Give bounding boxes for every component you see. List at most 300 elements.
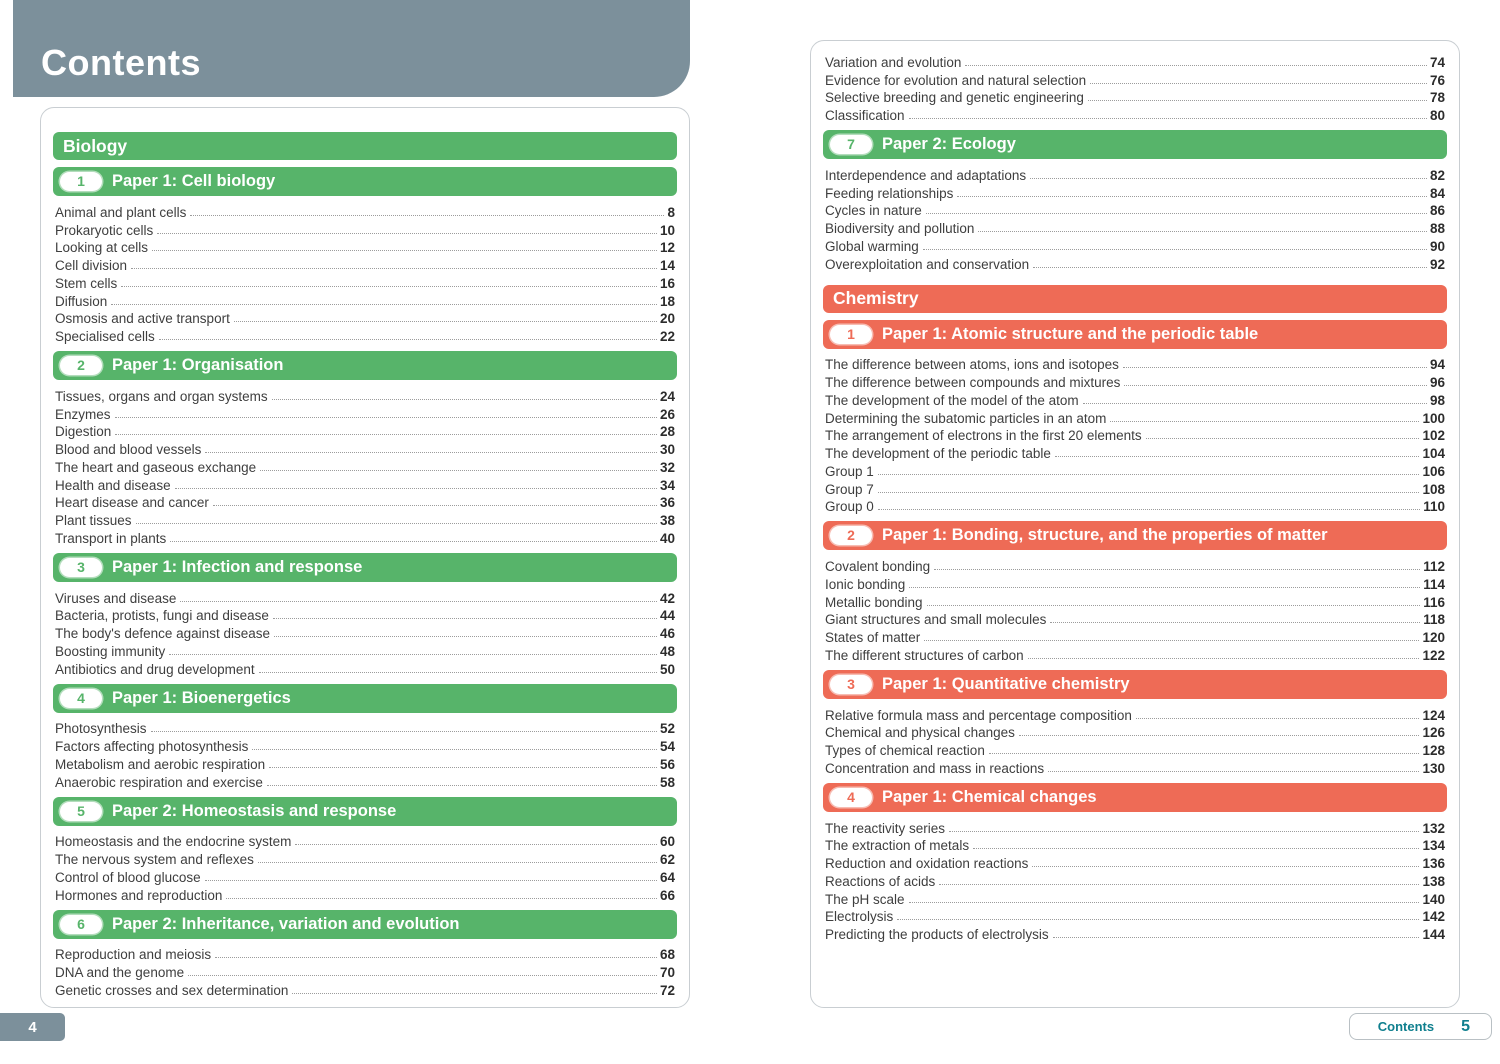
dot-leader <box>115 417 657 418</box>
toc-entry-title: The different structures of carbon <box>825 647 1024 663</box>
toc-entry <box>53 510 677 528</box>
toc-entry-page-number: 98 <box>1429 392 1445 408</box>
toc-entry-title: Types of chemical reaction <box>825 743 985 758</box>
paper-banner <box>53 351 677 380</box>
dot-leader <box>273 618 657 619</box>
right-page-body <box>811 41 1459 1007</box>
dot-leader <box>213 505 657 506</box>
toc-entry <box>823 836 1447 854</box>
toc-entry-title: Determining the subatomic particles in an atom <box>825 410 1107 426</box>
toc-entry-title: Osmosis and active transport <box>55 311 230 327</box>
toc-entry-title: DNA and the genome <box>55 965 185 980</box>
toc-entry-title: Variation and evolution <box>825 54 962 70</box>
toc-entry <box>53 386 677 404</box>
toc-entry-page-number: 52 <box>659 721 675 737</box>
toc-entry-page-number: 138 <box>1422 873 1445 889</box>
dot-leader <box>1048 771 1419 772</box>
paper-number-badge: 6 <box>60 915 102 934</box>
toc-entry-title: Interdependence and adaptations <box>825 167 1027 183</box>
toc-entry-page-number: 132 <box>1422 820 1445 836</box>
toc-entry <box>823 52 1447 70</box>
dot-leader <box>258 862 657 863</box>
toc-entry-page-number: 50 <box>659 661 675 677</box>
toc-entry-title: Animal and plant cells <box>55 204 187 220</box>
toc-entry <box>823 758 1447 776</box>
toc-entry-title: Genetic crosses and sex determination <box>55 982 289 998</box>
toc-entry-title: Boosting immunity <box>55 643 166 659</box>
toc-entry-page-number: 32 <box>659 459 675 475</box>
toc-entry-title: Evidence for evolution and natural selection <box>825 72 1087 88</box>
toc-entry <box>823 871 1447 889</box>
toc-entry-page-number: 114 <box>1423 576 1445 592</box>
toc-entry-title: Factors affecting photosynthesis <box>55 739 249 754</box>
paper-banner <box>53 553 677 582</box>
toc-entry-title: The difference between compounds and mixtures <box>825 375 1121 390</box>
toc-entry <box>53 945 677 963</box>
paper-banner-label: Paper 1: Infection and response <box>112 557 363 576</box>
toc-entry-title: The difference between atoms, ions and isotopes <box>825 357 1119 373</box>
dot-leader <box>267 785 657 786</box>
dot-leader <box>1019 735 1420 736</box>
dot-leader <box>136 523 657 524</box>
toc-entry-title: The development of the periodic table <box>825 446 1051 461</box>
toc-entry <box>53 754 677 772</box>
toc-entry-title: Overexploitation and conservation <box>825 256 1030 272</box>
toc-entry-page-number: 72 <box>659 982 675 998</box>
dot-leader <box>1083 403 1427 404</box>
dot-leader <box>234 321 657 322</box>
toc-entry-page-number: 12 <box>659 240 675 256</box>
dot-leader <box>151 731 657 732</box>
dot-leader <box>159 339 657 340</box>
dot-leader <box>1028 658 1420 659</box>
dot-leader <box>878 492 1420 493</box>
paper-banner <box>53 167 677 196</box>
toc-entry-page-number: 118 <box>1423 612 1445 628</box>
paper-banner <box>53 684 677 713</box>
toc-entry-page-number: 92 <box>1429 256 1445 272</box>
right-page-number-tab <box>1349 1013 1492 1040</box>
toc-entry <box>53 588 677 606</box>
toc-entry-title: Concentration and mass in reactions <box>825 760 1045 776</box>
dot-leader <box>260 470 657 471</box>
toc-entry <box>823 390 1447 408</box>
toc-entry <box>53 719 677 737</box>
toc-entry <box>823 218 1447 236</box>
toc-entry-title: Relative formula mass and percentage composition <box>825 707 1132 723</box>
toc-entry <box>53 255 677 273</box>
toc-entry-title: Metallic bonding <box>825 594 923 610</box>
dot-leader <box>205 452 657 453</box>
contents-header <box>13 0 690 97</box>
toc-entry <box>53 309 677 327</box>
toc-entry-page-number: 64 <box>659 869 675 885</box>
toc-entry-title: The nervous system and reflexes <box>55 852 254 867</box>
dot-leader <box>878 509 1420 510</box>
dot-leader <box>169 654 657 655</box>
toc-entry-page-number: 74 <box>1429 54 1445 70</box>
toc-entry-page-number: 126 <box>1422 725 1445 741</box>
toc-entry-page-number: 18 <box>659 293 675 309</box>
toc-entry <box>823 723 1447 741</box>
toc-entry-page-number: 136 <box>1422 856 1445 871</box>
toc-entry-title: Reproduction and meiosis <box>55 947 212 963</box>
paper-number-badge: 2 <box>60 356 102 375</box>
toc-entry <box>53 220 677 238</box>
toc-entry-page-number: 140 <box>1422 891 1445 907</box>
toc-entry <box>53 238 677 256</box>
toc-entry-title: Classification <box>825 108 905 123</box>
toc-entry-page-number: 102 <box>1422 428 1445 444</box>
toc-entry-page-number: 104 <box>1422 446 1445 461</box>
toc-entry-title: The arrangement of electrons in the first 20 elements <box>825 428 1142 444</box>
left-page-number: 4 <box>28 1018 37 1036</box>
dot-leader <box>188 975 657 976</box>
paper-banner-label: Paper 1: Quantitative chemistry <box>882 674 1130 693</box>
toc-entry-page-number: 40 <box>659 530 675 546</box>
dot-leader <box>269 767 657 768</box>
toc-entry <box>823 254 1447 272</box>
toc-entry-title: Homeostasis and the endocrine system <box>55 834 292 850</box>
toc-entry-title: Chemical and physical changes <box>825 725 1015 741</box>
toc-entry <box>53 772 677 790</box>
toc-entry-title: Selective breeding and genetic engineering <box>825 90 1084 106</box>
dot-leader <box>215 957 657 958</box>
toc-entry-page-number: 10 <box>659 222 675 238</box>
toc-entry-title: Group 1 <box>825 463 874 479</box>
toc-entry-page-number: 120 <box>1422 630 1445 645</box>
dot-leader <box>1032 866 1419 867</box>
paper-banner-label: Paper 1: Cell biology <box>112 172 276 190</box>
dot-leader <box>909 587 1420 588</box>
toc-entry <box>53 273 677 291</box>
dot-leader <box>259 672 657 673</box>
toc-entry-page-number: 78 <box>1429 90 1445 106</box>
toc-entry <box>53 885 677 903</box>
dot-leader <box>949 831 1419 832</box>
dot-leader <box>1055 456 1420 457</box>
dot-leader <box>111 304 657 305</box>
toc-entry-page-number: 142 <box>1422 909 1445 925</box>
toc-entry-title: Blood and blood vessels <box>55 442 202 457</box>
toc-entry <box>53 736 677 754</box>
toc-entry-title: Viruses and disease <box>55 590 177 606</box>
toc-entry <box>823 461 1447 479</box>
toc-entry-page-number: 14 <box>659 258 675 273</box>
toc-entry-page-number: 60 <box>659 834 675 850</box>
toc-entry-page-number: 20 <box>659 311 675 327</box>
dot-leader <box>1110 421 1419 422</box>
toc-entry <box>823 236 1447 254</box>
toc-entry-page-number: 124 <box>1422 707 1445 723</box>
paper-banner-label: Paper 2: Ecology <box>882 135 1016 153</box>
toc-entry-title: The heart and gaseous exchange <box>55 459 257 475</box>
toc-entry-page-number: 26 <box>659 406 675 422</box>
toc-entry-title: Stem cells <box>55 275 118 291</box>
toc-entry-title: The extraction of metals <box>825 838 970 854</box>
dot-leader <box>190 215 664 216</box>
toc-entry-title: Hormones and reproduction <box>55 887 223 903</box>
subject-banner-biology <box>53 132 677 160</box>
toc-entry <box>823 70 1447 88</box>
toc-entry-title: The pH scale <box>825 891 905 907</box>
toc-entry-page-number: 54 <box>659 739 675 754</box>
toc-entry-title: Global warming <box>825 238 919 254</box>
toc-entry-title: The development of the model of the atom <box>825 392 1079 408</box>
toc-entry-title: Enzymes <box>55 406 111 422</box>
toc-entry-page-number: 90 <box>1429 238 1445 254</box>
toc-entry-title: Tissues, organs and organ systems <box>55 388 268 404</box>
dot-leader <box>965 65 1427 66</box>
toc-entry <box>53 659 677 677</box>
paper-banner <box>823 670 1447 699</box>
subject-banner-chemistry <box>823 285 1447 313</box>
toc-entry <box>823 889 1447 907</box>
toc-entry-title: Reactions of acids <box>825 873 936 889</box>
toc-entry <box>53 326 677 344</box>
toc-entry-page-number: 66 <box>659 887 675 903</box>
dot-leader <box>973 848 1419 849</box>
toc-entry-page-number: 122 <box>1422 647 1445 663</box>
toc-entry-page-number: 144 <box>1422 927 1445 942</box>
paper-banner-label: Paper 1: Atomic structure and the periodic table <box>882 324 1259 343</box>
toc-entry <box>53 528 677 546</box>
right-page-number: 5 <box>1461 1017 1470 1035</box>
toc-entry-page-number: 70 <box>659 965 675 980</box>
paper-number-badge: 4 <box>830 788 872 807</box>
paper-banner <box>823 783 1447 812</box>
toc-entry-title: The reactivity series <box>825 820 946 836</box>
toc-entry <box>823 479 1447 497</box>
paper-banner <box>823 320 1447 349</box>
toc-entry-title: The body's defence against disease <box>55 626 270 641</box>
toc-entry-title: Anaerobic respiration and exercise <box>55 774 263 790</box>
toc-entry <box>53 962 677 980</box>
toc-entry-page-number: 56 <box>659 756 675 772</box>
subject-banner-label: Chemistry <box>833 288 919 308</box>
paper-banner-label: Paper 2: Homeostasis and response <box>112 801 397 820</box>
toc-entry <box>823 740 1447 758</box>
toc-entry-page-number: 112 <box>1423 559 1445 574</box>
toc-entry-page-number: 58 <box>659 774 675 790</box>
toc-entry-title: Looking at cells <box>55 240 149 256</box>
paper-banner-label: Paper 2: Inheritance, variation and evolution <box>112 914 460 933</box>
toc-entry-page-number: 106 <box>1422 463 1445 479</box>
dot-leader <box>1033 267 1427 268</box>
paper-banner-label: Paper 1: Organisation <box>112 356 284 374</box>
dot-leader <box>978 231 1427 232</box>
paper-banner <box>53 910 677 939</box>
dot-leader <box>157 233 657 234</box>
paper-number-badge: 1 <box>60 172 102 191</box>
toc-entry-page-number: 82 <box>1429 167 1445 183</box>
toc-entry-page-number: 34 <box>659 477 675 493</box>
toc-entry-title: Group 0 <box>825 499 874 515</box>
dot-leader <box>252 749 657 750</box>
toc-entry-page-number: 76 <box>1429 72 1445 88</box>
toc-entry <box>53 849 677 867</box>
toc-entry <box>823 497 1447 515</box>
toc-entry <box>823 556 1447 574</box>
toc-entry-title: Group 7 <box>825 481 874 497</box>
toc-entry <box>823 818 1447 836</box>
dot-leader <box>115 434 657 435</box>
dot-leader <box>909 118 1427 119</box>
toc-entry <box>823 705 1447 723</box>
toc-entry-title: Biodiversity and pollution <box>825 221 975 236</box>
dot-leader <box>1123 367 1427 368</box>
toc-entry <box>823 201 1447 219</box>
toc-entry-page-number: 28 <box>659 424 675 440</box>
dot-leader <box>923 249 1427 250</box>
dot-leader <box>927 605 1421 606</box>
toc-entry <box>823 627 1447 645</box>
toc-entry-title: Antibiotics and drug development <box>55 661 255 677</box>
toc-entry <box>823 645 1447 663</box>
left-page <box>40 107 690 1008</box>
dot-leader <box>1053 937 1420 938</box>
paper-number-badge: 1 <box>830 325 872 344</box>
dot-leader <box>1030 178 1427 179</box>
toc-entry <box>53 606 677 624</box>
toc-entry <box>53 867 677 885</box>
toc-entry <box>823 443 1447 461</box>
toc-entry-title: Diffusion <box>55 293 108 309</box>
toc-entry-title: Bacteria, protists, fungi and disease <box>55 608 269 624</box>
toc-entry <box>823 592 1447 610</box>
toc-entry-title: Specialised cells <box>55 329 155 344</box>
right-page <box>810 40 1460 1008</box>
toc-entry-title: Photosynthesis <box>55 721 147 737</box>
toc-entry-page-number: 84 <box>1429 185 1445 201</box>
toc-entry-page-number: 100 <box>1422 410 1445 426</box>
toc-entry-title: Transport in plants <box>55 530 167 546</box>
paper-banner <box>53 797 677 826</box>
dot-leader <box>274 636 657 637</box>
left-page-body <box>41 108 689 1007</box>
dot-leader <box>989 753 1420 754</box>
toc-entry <box>53 641 677 659</box>
toc-entry-title: Electrolysis <box>825 909 894 925</box>
toc-entry <box>53 291 677 309</box>
toc-entry-page-number: 44 <box>659 608 675 624</box>
toc-entry-title: States of matter <box>825 630 921 645</box>
toc-entry-page-number: 86 <box>1429 203 1445 219</box>
dot-leader <box>292 993 657 994</box>
toc-entry <box>53 202 677 220</box>
toc-entry <box>53 475 677 493</box>
toc-entry-page-number: 22 <box>659 329 675 344</box>
toc-entry-page-number: 94 <box>1429 357 1445 373</box>
toc-entry-page-number: 110 <box>1423 499 1445 515</box>
toc-entry <box>823 165 1447 183</box>
left-page-number-tab <box>0 1013 65 1041</box>
dot-leader <box>897 919 1419 920</box>
dot-leader <box>170 541 657 542</box>
paper-banner-label: Paper 1: Chemical changes <box>882 787 1097 806</box>
dot-leader <box>205 880 657 881</box>
toc-entry <box>823 408 1447 426</box>
toc-entry-page-number: 80 <box>1429 108 1445 123</box>
dot-leader <box>1090 83 1427 84</box>
toc-entry <box>53 832 677 850</box>
page-title: Contents <box>41 42 201 83</box>
toc-entry <box>823 853 1447 871</box>
toc-entry-page-number: 134 <box>1422 838 1445 854</box>
dot-leader <box>1146 438 1420 439</box>
paper-number-badge: 2 <box>830 526 872 545</box>
toc-entry-page-number: 130 <box>1422 760 1445 776</box>
dot-leader <box>934 569 1420 570</box>
toc-entry-title: Health and disease <box>55 477 171 493</box>
toc-entry-title: Ionic bonding <box>825 576 906 592</box>
dot-leader <box>878 474 1420 475</box>
toc-entry <box>53 623 677 641</box>
paper-number-badge: 3 <box>830 675 872 694</box>
toc-entry-page-number: 42 <box>659 590 675 606</box>
toc-entry <box>823 610 1447 628</box>
dot-leader <box>1136 718 1420 719</box>
toc-entry-page-number: 38 <box>659 513 675 528</box>
paper-number-badge: 3 <box>60 558 102 577</box>
dot-leader <box>131 268 657 269</box>
toc-entry <box>823 372 1447 390</box>
toc-entry <box>823 355 1447 373</box>
subject-banner-label: Biology <box>63 135 128 156</box>
dot-leader <box>924 640 1419 641</box>
toc-entry-title: Control of blood glucose <box>55 869 201 885</box>
paper-banner <box>823 130 1447 159</box>
toc-entry-page-number: 48 <box>659 643 675 659</box>
right-tab-label: Contents <box>1377 1019 1435 1034</box>
dot-leader <box>909 902 1420 903</box>
toc-entry-title: Giant structures and small molecules <box>825 612 1047 628</box>
toc-entry-page-number: 30 <box>659 442 675 457</box>
toc-entry <box>53 404 677 422</box>
dot-leader <box>1050 622 1420 623</box>
toc-entry-title: Prokaryotic cells <box>55 222 154 238</box>
toc-entry-page-number: 46 <box>659 626 675 641</box>
paper-number-badge: 4 <box>60 689 102 708</box>
paper-banner-label: Paper 1: Bioenergetics <box>112 688 291 707</box>
toc-entry-page-number: 116 <box>1423 594 1445 610</box>
toc-entry-page-number: 36 <box>659 495 675 511</box>
dot-leader <box>926 213 1427 214</box>
toc-entry <box>53 439 677 457</box>
dot-leader <box>180 601 657 602</box>
toc-entry-page-number: 68 <box>659 947 675 963</box>
toc-entry-title: Digestion <box>55 424 112 440</box>
dot-leader <box>226 898 657 899</box>
dot-leader <box>957 196 1427 197</box>
toc-entry <box>53 422 677 440</box>
dot-leader <box>1124 385 1427 386</box>
toc-entry-page-number: 108 <box>1422 481 1445 497</box>
paper-number-badge: 5 <box>60 802 102 821</box>
toc-entry <box>823 574 1447 592</box>
dot-leader <box>939 884 1419 885</box>
toc-entry-title: Predicting the products of electrolysis <box>825 927 1049 942</box>
toc-entry-page-number: 8 <box>667 204 675 220</box>
paper-banner-label: Paper 1: Bonding, structure, and the properties of matter <box>882 526 1328 545</box>
toc-entry-page-number: 24 <box>659 388 675 404</box>
toc-entry-title: Cycles in nature <box>825 203 922 219</box>
toc-entry <box>53 493 677 511</box>
toc-entry-title: Covalent bonding <box>825 559 931 574</box>
dot-leader <box>295 844 657 845</box>
toc-entry-title: Cell division <box>55 258 128 273</box>
toc-entry-title: Metabolism and aerobic respiration <box>55 756 266 772</box>
